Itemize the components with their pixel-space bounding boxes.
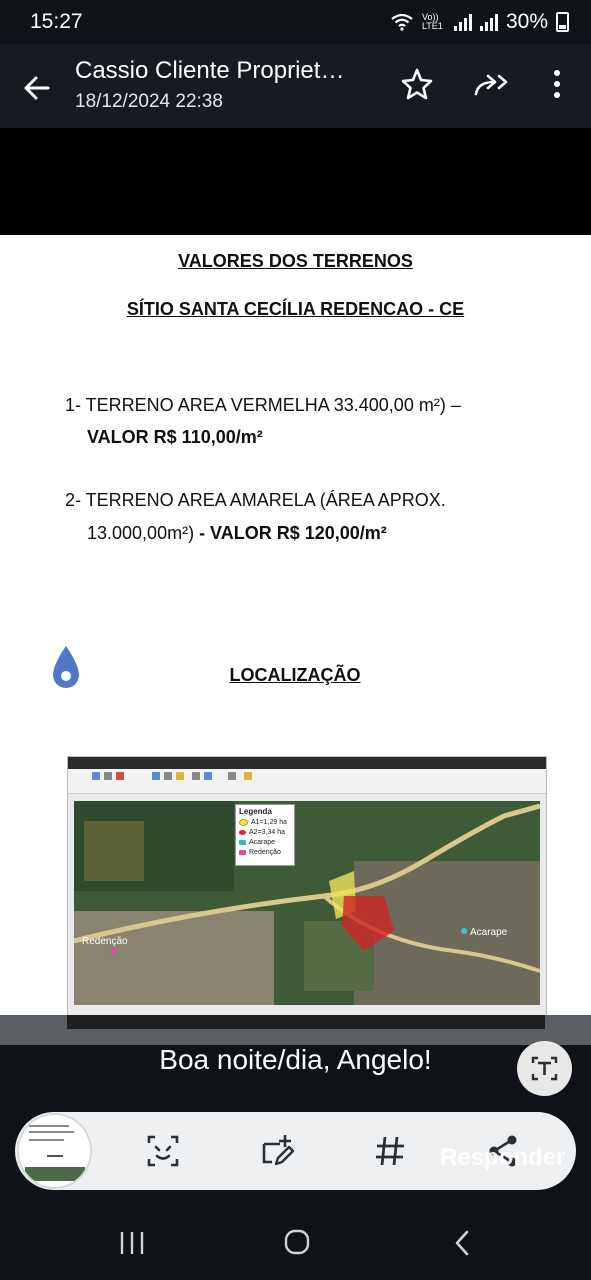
- back-nav-icon[interactable]: [452, 1229, 472, 1257]
- satellite-map: [74, 801, 540, 1005]
- text-scan-icon: [517, 1041, 572, 1096]
- map-label-acarape: Acarape: [470, 927, 508, 938]
- status-time: 15:27: [30, 10, 83, 33]
- document-image[interactable]: [0, 235, 591, 1015]
- item-2-description: 2- TERRENO AREA AMARELA (ÁREA APROX.: [65, 490, 446, 510]
- more-options-icon[interactable]: [546, 66, 568, 102]
- item-2-area: 13.000,00m²): [87, 523, 195, 543]
- map-window-taskbar: [67, 1015, 545, 1029]
- legend-label: Acarape: [249, 838, 276, 846]
- legend-item: [239, 827, 291, 837]
- legend-item: [239, 847, 291, 857]
- legend-item: [239, 837, 291, 847]
- document-heading: VALORES DOS TERRENOS: [178, 251, 413, 271]
- reply-button[interactable]: Responder: [440, 1144, 566, 1171]
- legend-swatch: [239, 830, 246, 835]
- extract-text-button[interactable]: [517, 1041, 572, 1096]
- battery-icon: [556, 12, 569, 32]
- wifi-icon: [390, 13, 414, 31]
- message-caption: Boa noite/dia, Angelo!: [159, 1044, 432, 1075]
- legend-label: A1=1,29 ha: [251, 818, 288, 826]
- item-2-value-text: - VALOR R$ 120,00/m²: [194, 523, 387, 543]
- edit-image-icon[interactable]: [258, 1132, 298, 1170]
- legend-title: Legenda: [239, 807, 272, 816]
- legend-swatch: [239, 840, 246, 845]
- legend-item: [239, 817, 291, 827]
- signal-icon: [454, 13, 472, 31]
- scan-icon[interactable]: [145, 1133, 181, 1169]
- thumbnail-preview: [19, 1115, 91, 1187]
- item-1-description: 1- TERRENO AREA VERMELHA 33.400,00 m²) –: [65, 395, 461, 415]
- media-viewer-background: [0, 128, 591, 235]
- map-legend: [235, 804, 295, 866]
- legend-swatch: [239, 850, 246, 855]
- item-1-value: [87, 427, 263, 448]
- legend-label: Redenção: [249, 848, 281, 856]
- status-icons: [390, 10, 569, 34]
- image-thumbnail[interactable]: [17, 1113, 92, 1189]
- signal-icon-2: [480, 13, 498, 31]
- recent-apps-icon[interactable]: [118, 1230, 146, 1256]
- hashtag-icon[interactable]: [373, 1134, 407, 1168]
- legend-swatch: [239, 819, 248, 826]
- map-window-ribbon: [68, 769, 546, 794]
- network-label: Vo)) LTE1: [421, 12, 443, 31]
- item-1-value-text: VALOR R$ 110,00/m²: [87, 427, 263, 447]
- forward-icon[interactable]: [472, 68, 510, 102]
- item-2-value: [87, 523, 387, 544]
- document-subheading: SÍTIO SANTA CECÍLIA REDENCAO - CE: [126, 299, 465, 319]
- map-label-redencao: Redenção: [82, 936, 128, 947]
- location-pin-icon: [52, 644, 80, 690]
- map-window-titlebar: [68, 757, 546, 769]
- legend-label: A2=3,34 ha: [249, 828, 286, 836]
- star-icon[interactable]: [400, 66, 434, 102]
- back-arrow-icon[interactable]: [18, 68, 58, 108]
- home-icon[interactable]: [283, 1227, 311, 1257]
- message-date: 18/12/2024 22:38: [75, 91, 223, 112]
- battery-percent: 30%: [505, 10, 548, 33]
- conversation-header: [0, 44, 591, 128]
- map-screenshot: [67, 756, 547, 1017]
- sender-name: Cassio Cliente Propriet…: [75, 57, 345, 84]
- location-heading: LOCALIZAÇÃO: [229, 665, 361, 685]
- system-navigation-bar: [0, 1205, 591, 1280]
